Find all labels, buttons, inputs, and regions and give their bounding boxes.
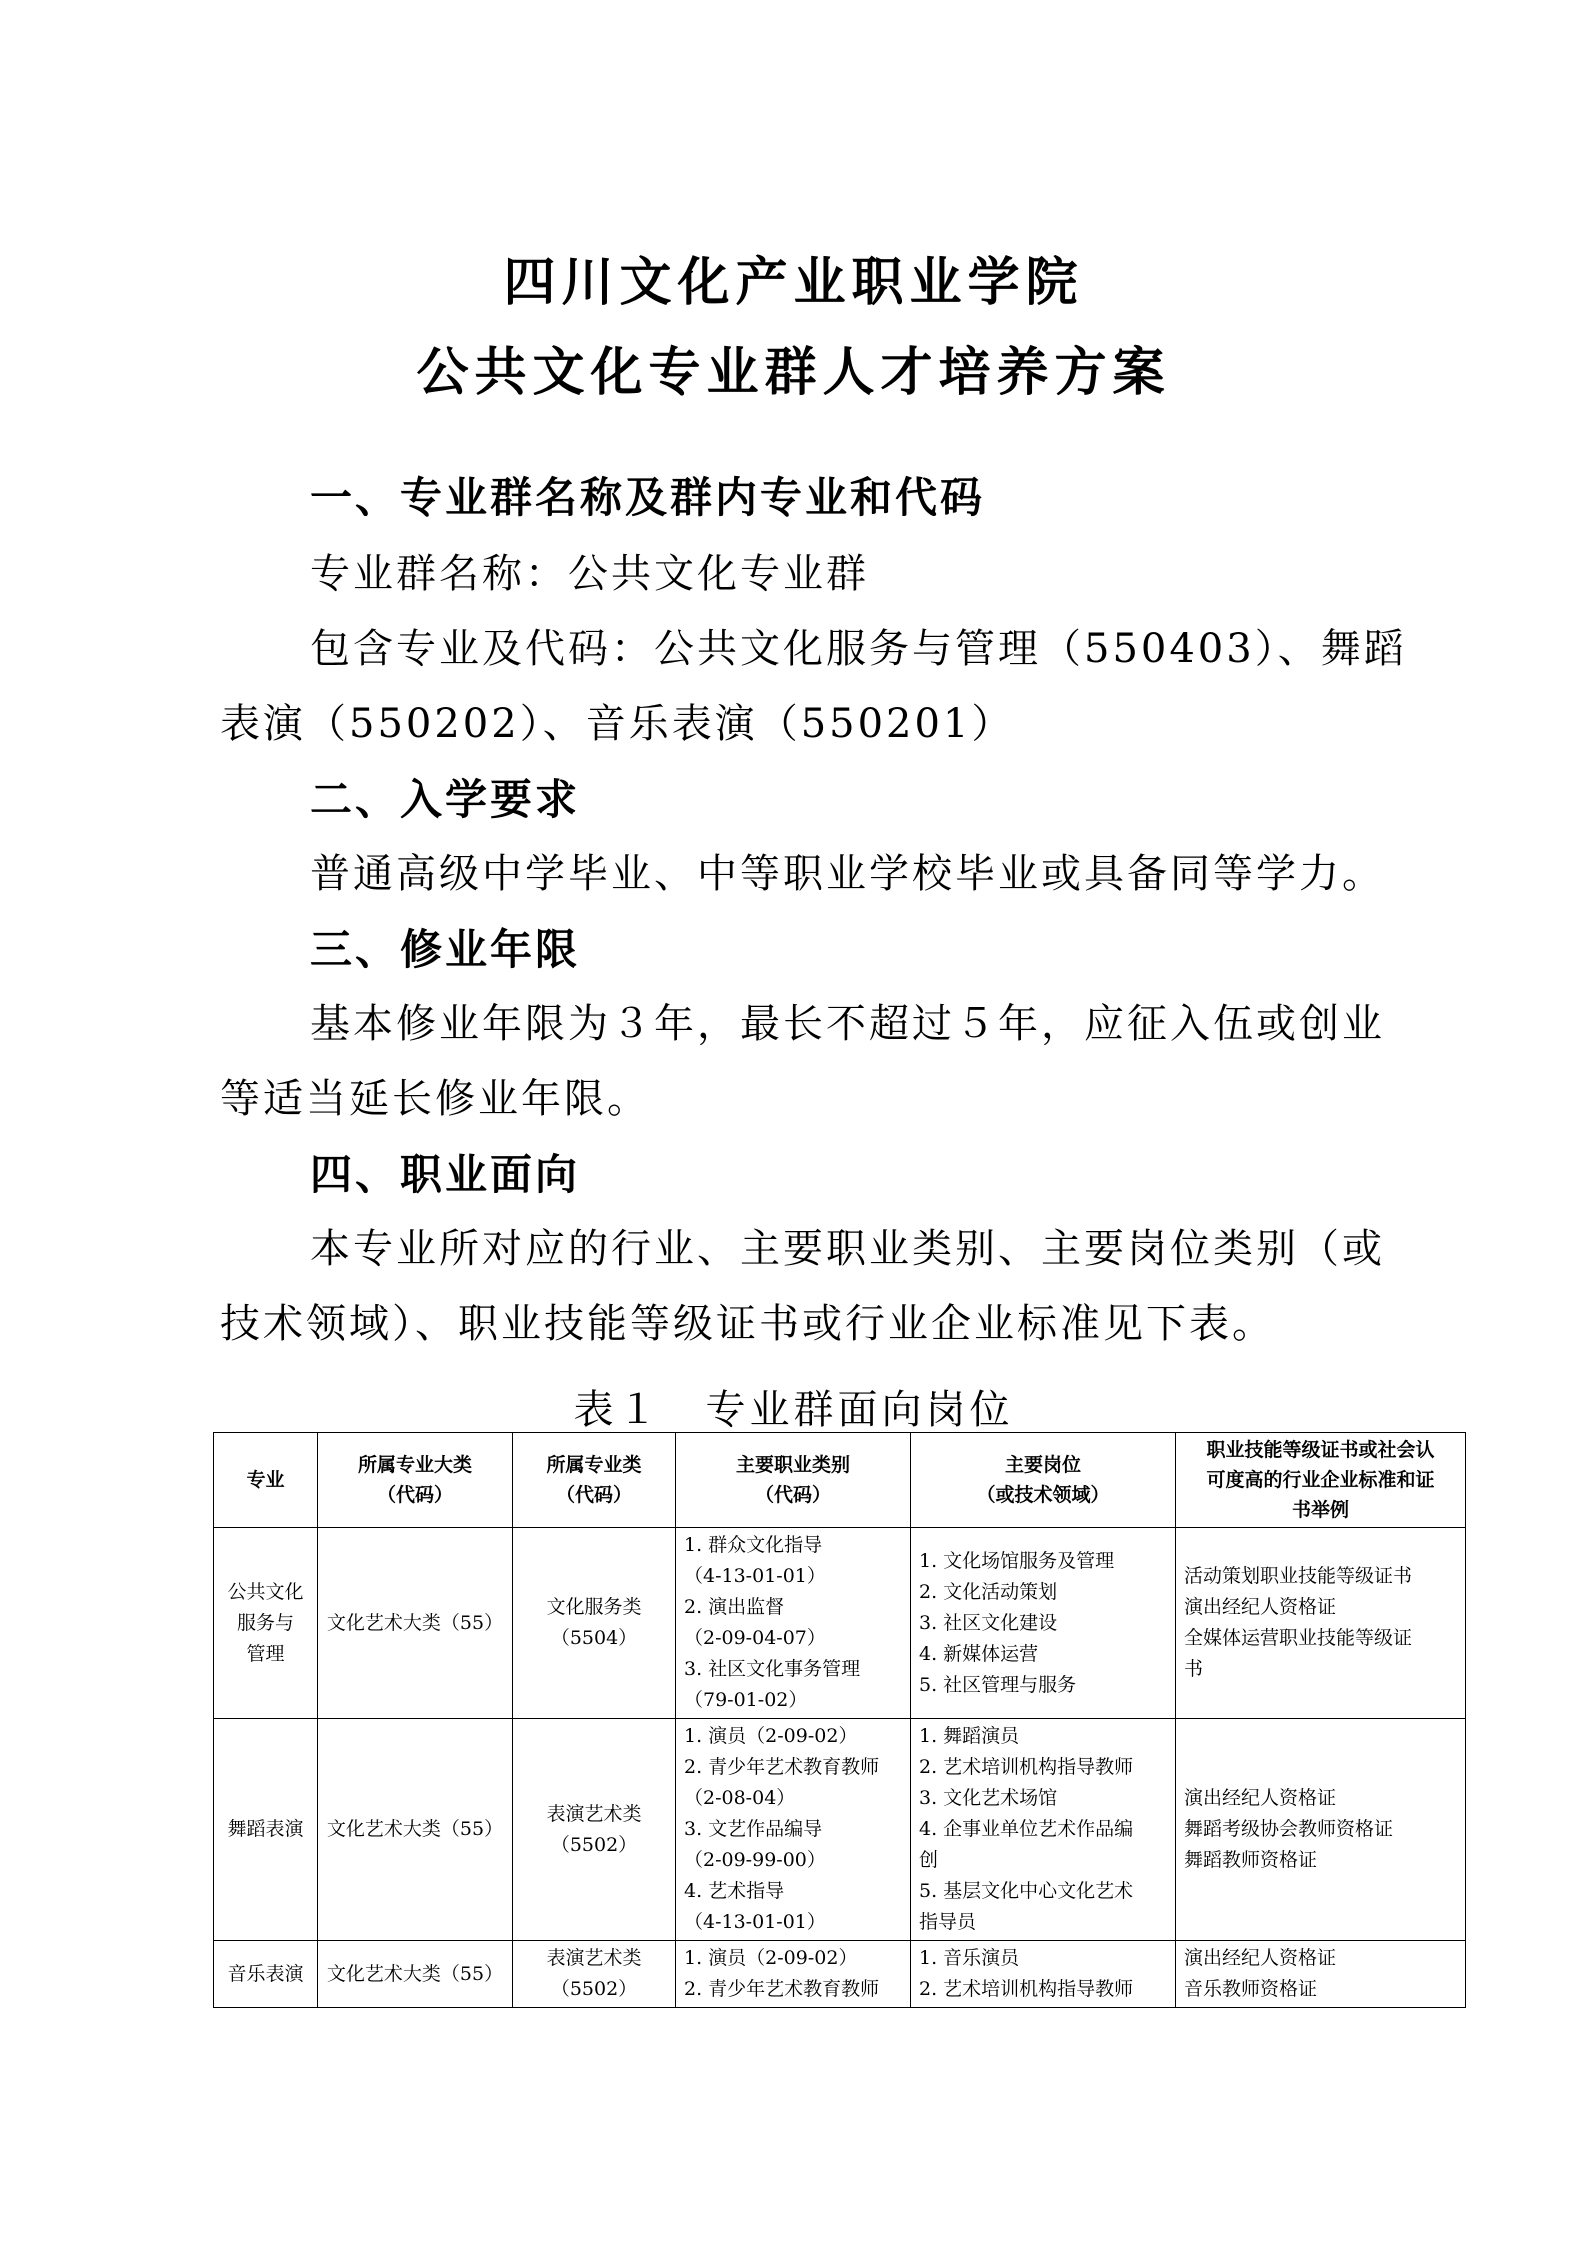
cell-line: 舞蹈教师资格证 <box>1184 1849 1318 1871</box>
cell-subcategory <box>513 1528 676 1719</box>
cell-line: 2. 艺术培训机构指导教师 <box>919 1978 1134 2000</box>
section-2-heading: 二、入学要求 <box>310 775 581 824</box>
cell-line: 1. 舞蹈演员 <box>919 1725 1020 1747</box>
cell-posts <box>911 1719 1176 1941</box>
cell-line: 创 <box>919 1849 939 1871</box>
cell-line: 音乐表演 <box>227 1962 304 1985</box>
header-line: 所属专业大类 <box>357 1454 472 1476</box>
section-1-name: 专业群名称：公共文化专业群 <box>310 551 869 597</box>
cell-posts <box>911 1528 1176 1719</box>
section-1-heading: 一、专业群名称及群内专业和代码 <box>310 473 986 522</box>
cell-line: （2-09-99-00） <box>684 1849 826 1871</box>
section-3-text-line1: 基本修业年限为３年，最长不超过５年，应征入伍或创业 <box>310 1001 1385 1047</box>
cell-line: 4. 新媒体运营 <box>919 1642 1039 1665</box>
cell-line: （79-01-02） <box>684 1689 808 1711</box>
cell-line: 2. 青少年艺术教育教师 <box>684 1756 880 1778</box>
cell-category <box>318 1528 513 1719</box>
cell-certs <box>1176 1941 1466 2008</box>
header-major <box>214 1433 318 1528</box>
cell-line: 管理 <box>246 1642 285 1665</box>
header-line: 所属专业类 <box>546 1454 642 1476</box>
cell-occupations <box>676 1941 911 2008</box>
cell-category <box>318 1719 513 1941</box>
table-row <box>214 1528 1466 1719</box>
cell-line: 书 <box>1184 1658 1204 1680</box>
cell-line: 舞蹈考级协会教师资格证 <box>1184 1818 1394 1840</box>
cell-text: 文化艺术大类（55） <box>326 1611 504 1634</box>
table-row <box>214 1941 1466 2008</box>
cell-line: 3. 文化艺术场馆 <box>919 1787 1058 1809</box>
section-4-heading: 四、职业面向 <box>310 1150 581 1199</box>
cell-line: 演出经纪人资格证 <box>1184 1596 1337 1618</box>
header-category <box>318 1433 513 1528</box>
cell-line: 1. 演员（2-09-02） <box>684 1725 858 1747</box>
cell-line: 1. 文化场馆服务及管理 <box>919 1549 1115 1572</box>
cell-text: 文化艺术大类（55） <box>326 1818 504 1840</box>
cell-posts <box>911 1941 1176 2008</box>
cell-line: 2. 青少年艺术教育教师 <box>684 1978 880 2000</box>
cell-line: （4-13-01-01） <box>684 1565 826 1587</box>
document-title: 四川文化产业职业学院 <box>503 252 1084 313</box>
table-header-row <box>214 1433 1466 1528</box>
section-4-text-line2: 技术领域）、职业技能等级证书或行业企业标准见下表。 <box>220 1301 1275 1347</box>
table-caption: 表１ 专业群面向岗位 <box>573 1387 1014 1433</box>
cell-line: 3. 文艺作品编导 <box>684 1818 823 1840</box>
table-row <box>214 1719 1466 1941</box>
header-subcategory <box>513 1433 676 1528</box>
cell-line: 服务与 <box>236 1611 294 1634</box>
cell-line: 1. 群众文化指导 <box>684 1534 823 1556</box>
cell-line: 4. 企事业单位艺术作品编 <box>919 1818 1134 1840</box>
header-line: （代码） <box>555 1484 632 1506</box>
section-4-text-line1: 本专业所对应的行业、主要职业类别、主要岗位类别（或 <box>310 1226 1385 1272</box>
section-1-codes-line2: 表演（550202）、音乐表演（550201） <box>220 701 1015 747</box>
cell-occupations <box>676 1528 911 1719</box>
header-line: 职业技能等级证书或社会认 <box>1206 1439 1435 1461</box>
cell-line: 5. 社区管理与服务 <box>919 1673 1077 1696</box>
cell-subcategory <box>513 1941 676 2008</box>
cell-line: 活动策划职业技能等级证书 <box>1184 1565 1413 1587</box>
cell-category <box>318 1941 513 2008</box>
cell-line: 表演艺术类 <box>546 1947 642 1969</box>
cell-line: 表演艺术类 <box>546 1802 642 1825</box>
cell-line: 3. 社区文化建设 <box>919 1611 1058 1634</box>
cell-line: 4. 艺术指导 <box>684 1880 785 1902</box>
header-line: 主要岗位 <box>1004 1454 1081 1476</box>
cell-line: 演出经纪人资格证 <box>1184 1787 1337 1809</box>
cell-line: 2. 文化活动策划 <box>919 1580 1058 1603</box>
header-line: 可度高的行业企业标准和证 <box>1206 1469 1435 1491</box>
cell-major <box>214 1941 318 2008</box>
positions-table <box>213 1432 1466 2008</box>
cell-occupations <box>676 1719 911 1941</box>
cell-major <box>214 1528 318 1719</box>
cell-line: （2-09-04-07） <box>684 1627 826 1649</box>
section-1-codes-line1: 包含专业及代码：公共文化服务与管理（550403）、舞蹈 <box>310 626 1407 672</box>
header-occupations <box>676 1433 911 1528</box>
section-2-text: 普通高级中学毕业、中等职业学校毕业或具备同等学力。 <box>310 851 1385 897</box>
cell-certs <box>1176 1528 1466 1719</box>
cell-subcategory <box>513 1719 676 1941</box>
header-posts <box>911 1433 1176 1528</box>
header-line: 书举例 <box>1291 1499 1349 1521</box>
header-line: （或技术领域） <box>976 1484 1110 1506</box>
cell-line: 音乐教师资格证 <box>1184 1978 1318 2000</box>
cell-line: 指导员 <box>919 1911 977 1933</box>
cell-line: 1. 音乐演员 <box>919 1947 1020 1969</box>
cell-line: （5504） <box>550 1627 638 1649</box>
cell-line: 公共文化 <box>227 1580 304 1603</box>
header-certs <box>1176 1433 1466 1528</box>
cell-line: 全媒体运营职业技能等级证 <box>1184 1627 1413 1649</box>
cell-line: （2-08-04） <box>684 1787 796 1809</box>
cell-line: （5502） <box>550 1833 638 1856</box>
header-line: （代码） <box>376 1484 453 1506</box>
cell-text: 文化艺术大类（55） <box>326 1962 504 1985</box>
cell-line: （5502） <box>550 1978 638 2000</box>
cell-line: 1. 演员（2-09-02） <box>684 1947 858 1969</box>
cell-line: 舞蹈表演 <box>227 1818 304 1840</box>
header-line: （代码） <box>754 1484 831 1506</box>
cell-major <box>214 1719 318 1941</box>
cell-certs <box>1176 1719 1466 1941</box>
cell-line: 演出经纪人资格证 <box>1184 1947 1337 1969</box>
header-line: 专业 <box>246 1469 285 1491</box>
cell-line: 2. 演出监督 <box>684 1596 785 1618</box>
cell-line: 文化服务类 <box>546 1596 642 1618</box>
header-line: 主要职业类别 <box>735 1454 850 1476</box>
cell-line: （4-13-01-01） <box>684 1911 826 1933</box>
section-3-text-line2: 等适当延长修业年限。 <box>220 1076 650 1122</box>
cell-line: 3. 社区文化事务管理 <box>684 1658 861 1680</box>
cell-line: 5. 基层文化中心文化艺术 <box>919 1880 1134 1902</box>
section-3-heading: 三、修业年限 <box>310 925 581 974</box>
document-subtitle: 公共文化专业群人才培养方案 <box>416 342 1171 403</box>
cell-line: 2. 艺术培训机构指导教师 <box>919 1756 1134 1778</box>
